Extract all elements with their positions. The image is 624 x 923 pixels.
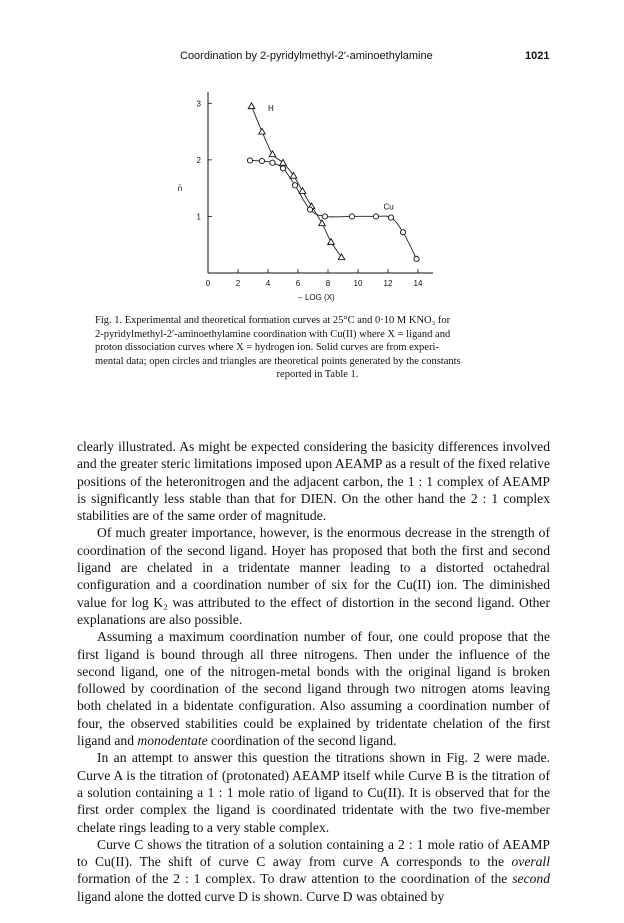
data-point-cu [259, 158, 264, 163]
chart-points [247, 103, 419, 262]
y-tick-label: 3 [196, 99, 201, 109]
running-title: Coordination by 2-pyridylmethyl-2′-aminoethylamine [180, 50, 433, 62]
data-point-cu [307, 207, 312, 212]
paragraph: In an attempt to answer this question the titrations shown in Fig. 2 were made. Curve A is the titration of (protonated) AEAMP itself while Curve B is the titration of a solution containing a 1 : 1 mole ratio of ligand to Cu(II). It is observed that for the first order complex the ligand is coordinated tridentate with the two five-member chelate rings leading to a very stable complex. [77, 750, 550, 835]
paragraph-text: Curve C shows the titration of a solution containing a 2 : 1 mole ratio of AEAMP to Cu(II). The shift of curve C away from curve A corresponds to the [77, 836, 550, 870]
emphasis: monodentate [137, 733, 208, 749]
data-point-cu [270, 160, 275, 165]
data-point-cu [247, 158, 252, 163]
data-point-cu [292, 183, 297, 188]
caption-line: reported in Table 1. [276, 369, 359, 380]
x-tick-label: 4 [265, 279, 271, 288]
paragraph-text: ligand alone the dotted curve D is shown. Curve D was obtained by [77, 888, 445, 904]
data-point-cu [414, 256, 419, 261]
data-point-cu [373, 214, 378, 219]
x-tick-label: 8 [325, 279, 331, 288]
data-point-cu [400, 230, 405, 235]
x-tick-label: 12 [383, 279, 393, 288]
page-number: 1021 [525, 50, 550, 62]
chart-labels [178, 104, 394, 302]
emphasis: second [512, 871, 550, 887]
x-tick-label: 6 [295, 279, 301, 288]
x-tick-label: 0 [205, 279, 211, 288]
paragraph: clearly illustrated. As might be expected considering the basicity differences involved and the greater steric limitations imposed upon AEAMP as a result of the fixed relative positions of the heteronitrogen and the adjacent carbon, the 1 : 1 complex of AEAMP is significantly less stable than that for DIEN. On the other hand the 2 : 1 complex stabilities are of the same order of magnitude. [77, 439, 550, 524]
x-tick-label: 10 [353, 279, 363, 288]
chart-curves [250, 106, 417, 259]
formation-curve-chart [160, 82, 460, 304]
chart-axes [197, 92, 433, 288]
x-axis-title: – LOG (X) [298, 293, 335, 302]
emphasis: overall [511, 854, 550, 870]
data-point-h [328, 239, 335, 245]
data-point-cu [322, 214, 327, 219]
caption-line: 2-pyridylmethyl-2′-aminoethylamine coordination with Cu(II) where X = ligand and [95, 328, 451, 340]
annotation-label: H [268, 104, 274, 114]
paragraph [77, 628, 550, 749]
data-point-cu [388, 215, 393, 220]
annotation-label: Cu [383, 202, 394, 212]
series-line-h [252, 106, 342, 257]
x-tick-label: 14 [413, 279, 423, 288]
y-tick-label: 2 [196, 155, 201, 165]
data-point-h [280, 159, 287, 165]
caption-line: mental data; open circles and triangles are theoretical points generated by the constants [95, 355, 461, 367]
data-point-h [299, 188, 306, 194]
paragraph: Of much greater importance, however, is the enormous decrease in the strength of coordination of the second ligand. Hoyer has proposed that both the first and second ligand are chelated in a tridentate manner leading to a distorted octahedral configuration and a coordination number of six for the Cu(II) ion. The diminished value for log K₂ was attributed to the effect of distortion in the second ligand. Other explanations are also possible. [77, 525, 550, 627]
paragraph-text: formation of the 2 : 1 complex. To draw attention to the coordination of the [77, 871, 513, 887]
data-point-h [259, 128, 266, 134]
body-text [77, 438, 550, 905]
data-point-h [338, 254, 345, 260]
data-point-h [248, 103, 255, 109]
caption-line: proton dissociation curves where X = hydrogen ion. Solid curves are from experi- [95, 342, 439, 353]
caption-line: Fig. 1. Experimental and theoretical formation curves at 25°C and 0·10 M KNO₃ for [95, 315, 451, 326]
data-point-cu [349, 214, 354, 219]
paragraph-text: coordination of the second ligand. [207, 733, 397, 749]
y-axis-title: n̄ [177, 184, 183, 194]
x-tick-label: 2 [235, 279, 241, 288]
data-point-cu [280, 166, 285, 171]
data-point-h [290, 172, 297, 178]
running-header [0, 50, 624, 70]
paragraph-text: Assuming a maximum coordination number of four, one could propose that the first ligand is bound through all three nitrogens. Then under the influence of the second ligand, one of the nitrogen-metal bonds with the original ligand is broken followed by coordination of the second ligand through two nitrogen atoms leaving both chelated in a bidentate configuration. Also assuming a coordination number of four, the observed stabilities could be explained by tridentate chelation of the first ligand and [77, 629, 550, 749]
paragraph [77, 836, 550, 905]
data-point-h [319, 220, 326, 226]
data-point-h [269, 151, 276, 157]
y-tick-label: 1 [196, 212, 201, 222]
figure-caption [95, 314, 540, 382]
